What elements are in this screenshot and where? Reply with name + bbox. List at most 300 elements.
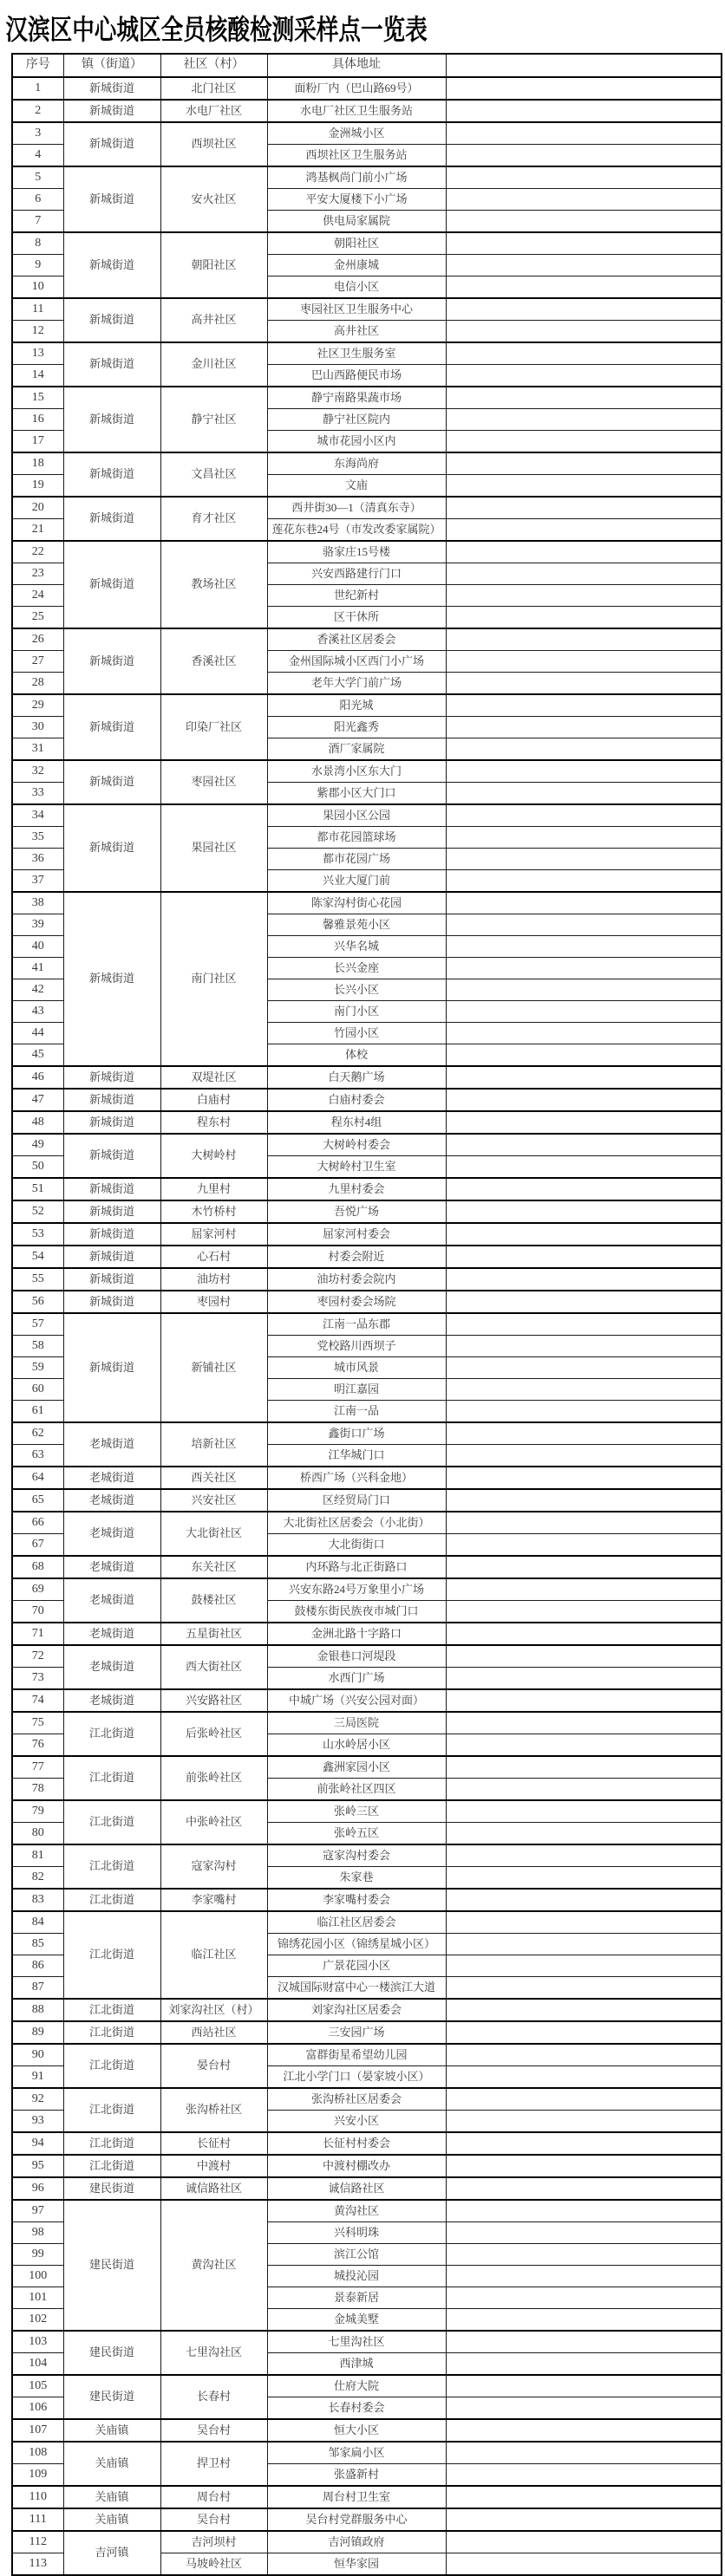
address-cell: 骆家庄15号楼 — [267, 541, 446, 563]
community-cell: 西坝社区 — [160, 122, 267, 166]
row-number-cell: 77 — [12, 1756, 63, 1779]
row-number-cell: 49 — [12, 1134, 63, 1156]
table-row — [12, 1178, 722, 1200]
empty-cell — [446, 979, 722, 1001]
row-number-cell: 113 — [12, 2553, 63, 2576]
community-cell: 大树岭村 — [160, 1134, 267, 1178]
row-number-cell: 69 — [12, 1578, 63, 1601]
empty-cell — [446, 914, 722, 936]
town-cell: 江北街道 — [63, 1999, 160, 2021]
address-cell: 阳光城 — [267, 694, 446, 717]
community-cell: 七里沟社区 — [160, 2331, 267, 2375]
row-number-cell: 57 — [12, 1313, 63, 1336]
table-row — [12, 1645, 722, 1668]
empty-cell — [446, 1336, 722, 1357]
address-cell: 江华城门口 — [267, 1445, 446, 1467]
row-number-cell: 75 — [12, 1712, 63, 1734]
address-cell: 滨江公馆 — [267, 2244, 446, 2266]
community-cell: 教场社区 — [160, 541, 267, 628]
table-row — [12, 2442, 722, 2464]
table-row — [12, 298, 722, 321]
row-number-cell: 86 — [12, 1955, 63, 1977]
empty-cell — [446, 1379, 722, 1401]
address-cell: 朝阳社区 — [267, 232, 446, 255]
row-number-cell: 79 — [12, 1800, 63, 1823]
community-cell: 大北街社区 — [160, 1512, 267, 1556]
address-cell: 长征村村委会 — [267, 2132, 446, 2155]
address-cell: 城投沁园 — [267, 2266, 446, 2287]
address-cell: 金州国际城小区西门小广场 — [267, 651, 446, 673]
address-cell: 兴业大厦门前 — [267, 870, 446, 893]
empty-cell — [446, 1313, 722, 1336]
town-cell: 建民街道 — [63, 2200, 160, 2331]
address-cell: 内环路与北正街路口 — [267, 1556, 446, 1578]
row-number-cell: 17 — [12, 431, 63, 453]
community-cell: 静宁社区 — [160, 387, 267, 452]
empty-cell — [446, 321, 722, 343]
empty-cell — [446, 738, 722, 761]
empty-cell — [446, 1977, 722, 2000]
table-row — [12, 1999, 722, 2021]
empty-cell — [446, 2508, 722, 2531]
address-cell: 刘家沟社区居委会 — [267, 1999, 446, 2021]
row-number-cell: 78 — [12, 1779, 63, 1801]
address-cell: 平安大厦楼下小广场 — [267, 189, 446, 211]
table-row — [12, 77, 722, 100]
empty-cell — [446, 497, 722, 519]
row-number-cell: 80 — [12, 1823, 63, 1845]
empty-cell — [446, 1089, 722, 1111]
address-cell: 恒华家园 — [267, 2553, 446, 2576]
empty-cell — [446, 475, 722, 498]
empty-cell — [446, 827, 722, 849]
community-cell: 育才社区 — [160, 497, 267, 541]
address-cell: 水电厂社区卫生服务站 — [267, 100, 446, 122]
table-row — [12, 1556, 722, 1578]
row-number-cell: 96 — [12, 2177, 63, 2200]
table-row — [12, 1111, 722, 1134]
community-cell: 西大街社区 — [160, 1645, 267, 1689]
row-number-cell: 109 — [12, 2464, 63, 2487]
empty-cell — [446, 1422, 722, 1445]
community-cell: 西站社区 — [160, 2021, 267, 2044]
address-cell: 三局医院 — [267, 1712, 446, 1734]
row-number-cell: 38 — [12, 892, 63, 914]
address-cell: 广景花园小区 — [267, 1955, 446, 1977]
row-number-cell: 16 — [12, 409, 63, 431]
row-number-cell: 59 — [12, 1357, 63, 1379]
empty-cell — [446, 1756, 722, 1779]
row-number-cell: 50 — [12, 1156, 63, 1179]
address-cell: 金城美墅 — [267, 2309, 446, 2332]
empty-cell — [446, 1844, 722, 1867]
row-number-cell: 93 — [12, 2111, 63, 2133]
address-cell: 馨雅景苑小区 — [267, 914, 446, 936]
address-cell: 长兴金座 — [267, 958, 446, 979]
address-cell: 城市花园小区内 — [267, 431, 446, 453]
community-cell: 香溪社区 — [160, 628, 267, 694]
table-row — [12, 1889, 722, 1911]
row-number-cell: 52 — [12, 1200, 63, 1223]
empty-cell — [446, 2222, 722, 2244]
row-number-cell: 76 — [12, 1734, 63, 1757]
row-number-cell: 25 — [12, 607, 63, 629]
empty-cell — [446, 1178, 722, 1200]
town-cell: 新城街道 — [63, 541, 160, 628]
empty-cell — [446, 1291, 722, 1313]
town-cell: 江北街道 — [63, 2021, 160, 2044]
table-row — [12, 452, 722, 475]
table-row — [12, 2531, 722, 2553]
row-number-cell: 83 — [12, 1889, 63, 1911]
town-cell: 新城街道 — [63, 122, 160, 166]
address-cell: 文庙 — [267, 475, 446, 498]
community-cell: 周台村 — [160, 2486, 267, 2508]
row-number-cell: 84 — [12, 1911, 63, 1934]
community-cell: 心石村 — [160, 1246, 267, 1268]
address-cell: 仕府大院 — [267, 2375, 446, 2397]
empty-cell — [446, 1556, 722, 1578]
address-cell: 竹园小区 — [267, 1023, 446, 1044]
town-cell: 关庙镇 — [63, 2508, 160, 2531]
empty-cell — [446, 1668, 722, 1690]
town-cell: 老城街道 — [63, 1489, 160, 1512]
row-number-cell: 53 — [12, 1223, 63, 1246]
empty-cell — [446, 1911, 722, 1934]
community-cell: 程东村 — [160, 1111, 267, 1134]
town-cell: 江北街道 — [63, 1800, 160, 1844]
town-cell: 江北街道 — [63, 2155, 160, 2177]
town-cell: 新城街道 — [63, 1089, 160, 1111]
town-cell: 建民街道 — [63, 2375, 160, 2419]
address-cell: 水西门广场 — [267, 1668, 446, 1690]
row-number-cell: 26 — [12, 628, 63, 651]
address-cell: 白庙村委会 — [267, 1089, 446, 1111]
empty-cell — [446, 2486, 722, 2508]
address-cell: 鼓楼东街民族夜市城门口 — [267, 1601, 446, 1623]
row-number-cell: 56 — [12, 1291, 63, 1313]
empty-cell — [446, 2287, 722, 2309]
column-header-address: 具体地址 — [267, 54, 446, 77]
address-cell: 酒厂家属院 — [267, 738, 446, 761]
address-cell: 区经贸局门口 — [267, 1489, 446, 1512]
row-number-cell: 103 — [12, 2331, 63, 2353]
table-row — [12, 1489, 722, 1512]
empty-cell — [446, 1689, 722, 1712]
table-row — [12, 1066, 722, 1089]
community-cell: 木竹桥村 — [160, 1200, 267, 1223]
row-number-cell: 71 — [12, 1623, 63, 1645]
row-number-cell: 88 — [12, 1999, 63, 2021]
empty-cell — [446, 783, 722, 805]
row-number-cell: 5 — [12, 166, 63, 189]
row-number-cell: 102 — [12, 2309, 63, 2332]
row-number-cell: 2 — [12, 100, 63, 122]
community-cell: 黄沟社区 — [160, 2200, 267, 2331]
empty-cell — [446, 519, 722, 542]
address-cell: 区干休所 — [267, 607, 446, 629]
address-cell: 枣园村委会场院 — [267, 1291, 446, 1313]
row-number-cell: 107 — [12, 2419, 63, 2442]
empty-cell — [446, 387, 722, 409]
address-cell: 九里村委会 — [267, 1178, 446, 1200]
address-cell: 邹家扁小区 — [267, 2442, 446, 2464]
address-cell: 吉河镇政府 — [267, 2531, 446, 2553]
empty-cell — [446, 804, 722, 827]
row-number-cell: 31 — [12, 738, 63, 761]
row-number-cell: 36 — [12, 849, 63, 870]
community-cell: 枣园社区 — [160, 760, 267, 804]
address-cell: 明江嘉园 — [267, 1379, 446, 1401]
table-row — [12, 2419, 722, 2442]
address-cell: 山水岭居小区 — [267, 1734, 446, 1757]
row-number-cell: 24 — [12, 585, 63, 607]
row-number-cell: 34 — [12, 804, 63, 827]
table-row — [12, 232, 722, 255]
empty-cell — [446, 870, 722, 893]
table-row — [12, 2200, 722, 2222]
empty-cell — [446, 1623, 722, 1645]
address-cell: 静宁南路果蔬市场 — [267, 387, 446, 409]
empty-cell — [446, 276, 722, 299]
row-number-cell: 68 — [12, 1556, 63, 1578]
table-row — [12, 2508, 722, 2531]
row-number-cell: 73 — [12, 1668, 63, 1690]
table-row — [12, 1578, 722, 1601]
empty-cell — [446, 1578, 722, 1601]
address-cell: 兴安东路24号万象里小广场 — [267, 1578, 446, 1601]
address-cell: 都市花园篮球场 — [267, 827, 446, 849]
address-cell: 周台村卫生室 — [267, 2486, 446, 2508]
empty-cell — [446, 849, 722, 870]
town-cell: 新城街道 — [63, 387, 160, 452]
community-cell: 鼓楼社区 — [160, 1578, 267, 1623]
address-cell: 面粉厂内（巴山路69号） — [267, 77, 446, 100]
empty-cell — [446, 673, 722, 695]
empty-cell — [446, 2132, 722, 2155]
address-cell: 锦绣花园小区（锦绣星城小区） — [267, 1934, 446, 1955]
table-row — [12, 342, 722, 365]
row-number-cell: 42 — [12, 979, 63, 1001]
town-cell: 新城街道 — [63, 232, 160, 298]
address-cell: 张岭三区 — [267, 1800, 446, 1823]
town-cell: 新城街道 — [63, 342, 160, 387]
row-number-cell: 87 — [12, 1977, 63, 2000]
row-number-cell: 64 — [12, 1467, 63, 1489]
town-cell: 老城街道 — [63, 1422, 160, 1467]
empty-cell — [446, 1712, 722, 1734]
empty-cell — [446, 1889, 722, 1911]
table-row — [12, 1223, 722, 1246]
empty-cell — [446, 1955, 722, 1977]
address-cell: 果园小区公园 — [267, 804, 446, 827]
empty-cell — [446, 2200, 722, 2222]
community-cell: 中张岭社区 — [160, 1800, 267, 1844]
address-cell: 体校 — [267, 1044, 446, 1067]
address-cell: 世纪新村 — [267, 585, 446, 607]
community-cell: 张沟桥社区 — [160, 2088, 267, 2132]
town-cell: 新城街道 — [63, 1313, 160, 1422]
row-number-cell: 62 — [12, 1422, 63, 1445]
address-cell: 莲花东巷24号（市发改委家属院） — [267, 519, 446, 542]
empty-cell — [446, 211, 722, 233]
town-cell: 新城街道 — [63, 497, 160, 541]
community-cell: 中渡村 — [160, 2155, 267, 2177]
table-row — [12, 760, 722, 783]
row-number-cell: 63 — [12, 1445, 63, 1467]
empty-cell — [446, 1512, 722, 1534]
table-row — [12, 2375, 722, 2397]
page-title: 汉滨区中心城区全员核酸检测采样点一览表 — [5, 14, 428, 45]
empty-cell — [446, 563, 722, 585]
community-cell: 安火社区 — [160, 166, 267, 232]
town-cell: 新城街道 — [63, 628, 160, 694]
table-row — [12, 1689, 722, 1712]
address-cell: 党校路川西坝子 — [267, 1336, 446, 1357]
community-cell: 水电厂社区 — [160, 100, 267, 122]
community-cell: 李家嘴村 — [160, 1889, 267, 1911]
row-number-cell: 21 — [12, 519, 63, 542]
community-cell: 兴安路社区 — [160, 1689, 267, 1712]
row-number-cell: 6 — [12, 189, 63, 211]
row-number-cell: 105 — [12, 2375, 63, 2397]
community-cell: 南门社区 — [160, 892, 267, 1066]
row-number-cell: 8 — [12, 232, 63, 255]
row-number-cell: 9 — [12, 255, 63, 276]
row-number-cell: 51 — [12, 1178, 63, 1200]
empty-cell — [446, 2553, 722, 2576]
row-number-cell: 99 — [12, 2244, 63, 2266]
community-cell: 白庙村 — [160, 1089, 267, 1111]
table-row — [12, 387, 722, 409]
row-number-cell: 18 — [12, 452, 63, 475]
address-cell: 鑫街口广场 — [267, 1422, 446, 1445]
community-cell: 屈家河村 — [160, 1223, 267, 1246]
town-cell: 老城街道 — [63, 1512, 160, 1556]
address-cell: 电信小区 — [267, 276, 446, 299]
town-cell: 新城街道 — [63, 100, 160, 122]
empty-cell — [446, 1156, 722, 1179]
address-cell: 恒大小区 — [267, 2419, 446, 2442]
empty-cell — [446, 1246, 722, 1268]
address-cell: 江北小学门口（晏家坡小区） — [267, 2066, 446, 2089]
town-cell: 建民街道 — [63, 2177, 160, 2200]
row-number-cell: 19 — [12, 475, 63, 498]
empty-cell — [446, 166, 722, 189]
empty-cell — [446, 1023, 722, 1044]
address-cell: 兴华名城 — [267, 936, 446, 958]
community-cell: 油坊村 — [160, 1268, 267, 1291]
row-number-cell: 67 — [12, 1534, 63, 1557]
row-number-cell: 10 — [12, 276, 63, 299]
address-cell: 兴安小区 — [267, 2111, 446, 2133]
community-cell: 新铺社区 — [160, 1313, 267, 1422]
table-row — [12, 166, 722, 189]
empty-cell — [446, 2044, 722, 2066]
table-row — [12, 694, 722, 717]
community-cell: 西关社区 — [160, 1467, 267, 1489]
empty-cell — [446, 2111, 722, 2133]
empty-cell — [446, 100, 722, 122]
empty-cell — [446, 892, 722, 914]
town-cell: 新城街道 — [63, 77, 160, 100]
row-number-cell: 39 — [12, 914, 63, 936]
address-cell: 紫郡小区大门口 — [267, 783, 446, 805]
table-row — [12, 1246, 722, 1268]
row-number-cell: 11 — [12, 298, 63, 321]
table-row — [12, 1422, 722, 1445]
address-cell: 西坝社区卫生服务站 — [267, 145, 446, 167]
empty-cell — [446, 1867, 722, 1890]
row-number-cell: 7 — [12, 211, 63, 233]
town-cell: 新城街道 — [63, 1268, 160, 1291]
address-cell: 张盛新村 — [267, 2464, 446, 2487]
row-number-cell: 110 — [12, 2486, 63, 2508]
row-number-cell: 32 — [12, 760, 63, 783]
community-cell: 五星街社区 — [160, 1623, 267, 1645]
community-cell: 果园社区 — [160, 804, 267, 892]
address-cell: 东海尚府 — [267, 452, 446, 475]
row-number-cell: 92 — [12, 2088, 63, 2111]
address-cell: 城市风景 — [267, 1357, 446, 1379]
empty-cell — [446, 585, 722, 607]
table-row — [12, 100, 722, 122]
empty-cell — [446, 2021, 722, 2044]
community-cell: 寇家沟村 — [160, 1844, 267, 1889]
table-row — [12, 1291, 722, 1313]
community-cell: 吴台村 — [160, 2508, 267, 2531]
row-number-cell: 20 — [12, 497, 63, 519]
empty-cell — [446, 2066, 722, 2089]
row-number-cell: 33 — [12, 783, 63, 805]
empty-cell — [446, 1066, 722, 1089]
row-number-cell: 81 — [12, 1844, 63, 1867]
town-cell: 吉河镇 — [63, 2531, 160, 2575]
address-cell: 兴安西路建行门口 — [267, 563, 446, 585]
address-cell: 黄沟社区 — [267, 2200, 446, 2222]
empty-cell — [446, 365, 722, 387]
community-cell: 吉河坝村 — [160, 2531, 267, 2553]
empty-cell — [446, 2464, 722, 2487]
empty-cell — [446, 1534, 722, 1557]
address-cell: 张岭五区 — [267, 1823, 446, 1845]
row-number-cell: 74 — [12, 1689, 63, 1712]
table-row — [12, 2021, 722, 2044]
row-number-cell: 35 — [12, 827, 63, 849]
row-number-cell: 85 — [12, 1934, 63, 1955]
community-cell: 北门社区 — [160, 77, 267, 100]
address-cell: 白天鹅广场 — [267, 1066, 446, 1089]
empty-cell — [446, 694, 722, 717]
table-row — [12, 1800, 722, 1823]
town-cell: 新城街道 — [63, 1291, 160, 1313]
empty-cell — [446, 2419, 722, 2442]
address-cell: 枣园社区卫生服务中心 — [267, 298, 446, 321]
town-cell: 新城街道 — [63, 166, 160, 232]
row-number-cell: 46 — [12, 1066, 63, 1089]
empty-cell — [446, 1044, 722, 1067]
table-row — [12, 541, 722, 563]
table-row — [12, 892, 722, 914]
community-cell: 长春村 — [160, 2375, 267, 2419]
empty-cell — [446, 1001, 722, 1023]
address-cell: 前张岭社区四区 — [267, 1779, 446, 1801]
town-cell: 新城街道 — [63, 1178, 160, 1200]
table-row — [12, 1134, 722, 1156]
empty-cell — [446, 607, 722, 629]
row-number-cell: 22 — [12, 541, 63, 563]
empty-cell — [446, 1734, 722, 1757]
